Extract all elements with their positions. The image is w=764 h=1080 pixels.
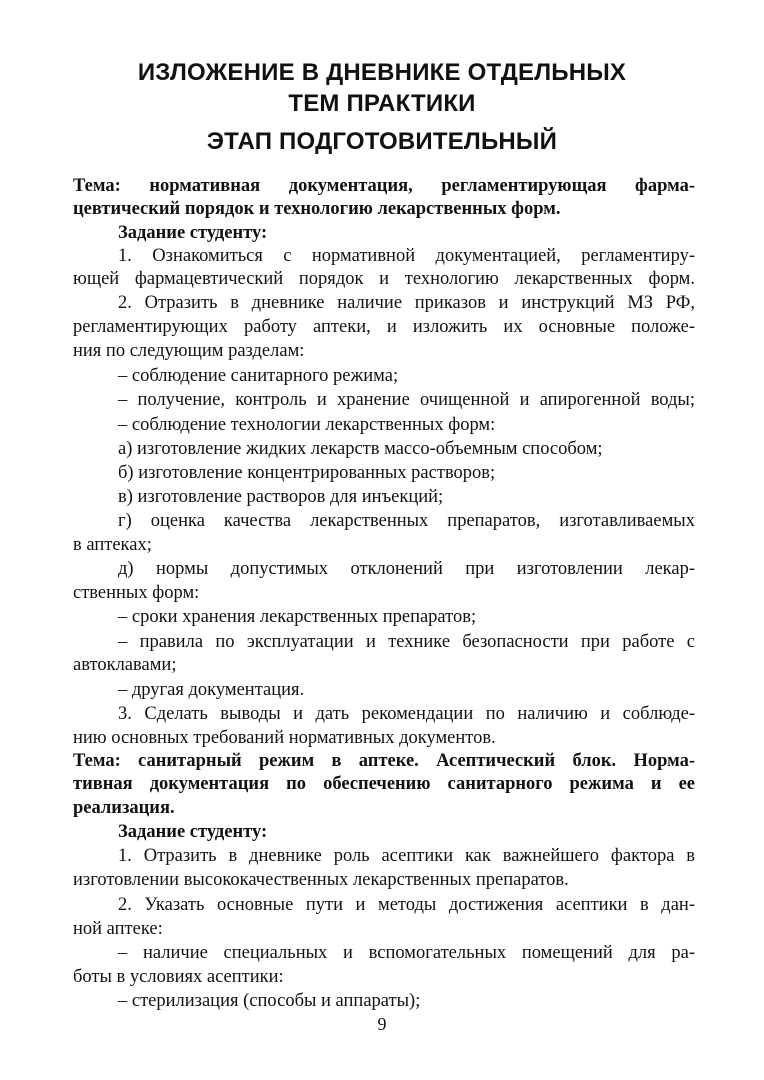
list-item: – правила по эксплуатации и технике безопасности при работе с: [118, 632, 695, 652]
list-item: в аптеках;: [73, 535, 152, 555]
list-item: в) изготовление растворов для инъекций;: [118, 487, 444, 507]
body-line: ния по следующим разделам:: [73, 341, 305, 361]
list-item: – получение, контроль и хранение очищенной и апирогенной воды;: [118, 390, 695, 410]
list-item: – наличие специальных и вспомогательных помещений для ра-: [118, 943, 695, 963]
body-line: 2. Отразить в дневнике наличие приказов и инструкций МЗ РФ,: [118, 293, 695, 313]
list-item: – соблюдение санитарного режима;: [118, 366, 399, 386]
topic-2-line-2: тивная документация по обеспечению санитарного режима и ее: [73, 774, 695, 794]
body-line: 2. Указать основные пути и методы достижения асептики в дан-: [118, 895, 695, 915]
list-item: – сроки хранения лекарственных препаратов;: [118, 607, 477, 627]
stage-heading: ЭТАП ПОДГОТОВИТЕЛЬНЫЙ: [206, 128, 558, 155]
chapter-title-line-2: ТЕМ ПРАКТИКИ: [288, 90, 476, 117]
list-item: автоклавами;: [73, 655, 177, 675]
list-item: д) нормы допустимых отклонений при изготовлении лекар-: [118, 559, 695, 579]
body-line: нию основных требований нормативных документов.: [73, 728, 496, 748]
body-line: ной аптеке:: [73, 919, 163, 939]
list-item: – соблюдение технологии лекарственных форм:: [118, 415, 496, 435]
body-line: 3. Сделать выводы и дать рекомендации по наличию и соблюде-: [118, 704, 695, 724]
body-line: ющей фармацевтический порядок и технологию лекарственных форм.: [73, 269, 695, 289]
task-1-heading: Задание студенту:: [118, 223, 268, 243]
list-item: – другая документация.: [118, 680, 305, 700]
body-line: изготовлении высококачественных лекарственных препаратов.: [73, 870, 569, 890]
body-line: 1. Отразить в дневнике роль асептики как важнейшего фактора в: [118, 846, 695, 866]
list-item: – стерилизация (способы и аппараты);: [118, 991, 421, 1011]
list-item: г) оценка качества лекарственных препаратов, изготавливаемых: [118, 511, 695, 531]
page-number: 9: [377, 1014, 387, 1034]
topic-1-line-1: Тема: нормативная документация, регламентирующая фарма-: [73, 176, 695, 196]
list-item: боты в условиях асептики:: [73, 967, 284, 987]
list-item: ственных форм:: [73, 583, 200, 603]
topic-2-line-1: Тема: санитарный режим в аптеке. Асептический блок. Норма-: [73, 751, 695, 771]
body-line: 1. Ознакомиться с нормативной документацией, регламентиру-: [118, 246, 695, 266]
topic-1-line-2: цевтический порядок и технологию лекарственных форм.: [73, 199, 561, 219]
chapter-title-line-1: ИЗЛОЖЕНИЕ В ДНЕВНИКЕ ОТДЕЛЬНЫХ: [137, 59, 627, 86]
task-2-heading: Задание студенту:: [118, 822, 268, 842]
body-line: регламентирующих работу аптеки, и изложить их основные положе-: [73, 317, 695, 337]
topic-2-line-3: реализация.: [73, 798, 175, 818]
list-item: б) изготовление концентрированных растворов;: [118, 463, 496, 483]
list-item: а) изготовление жидких лекарств массо-объемным способом;: [118, 439, 603, 459]
